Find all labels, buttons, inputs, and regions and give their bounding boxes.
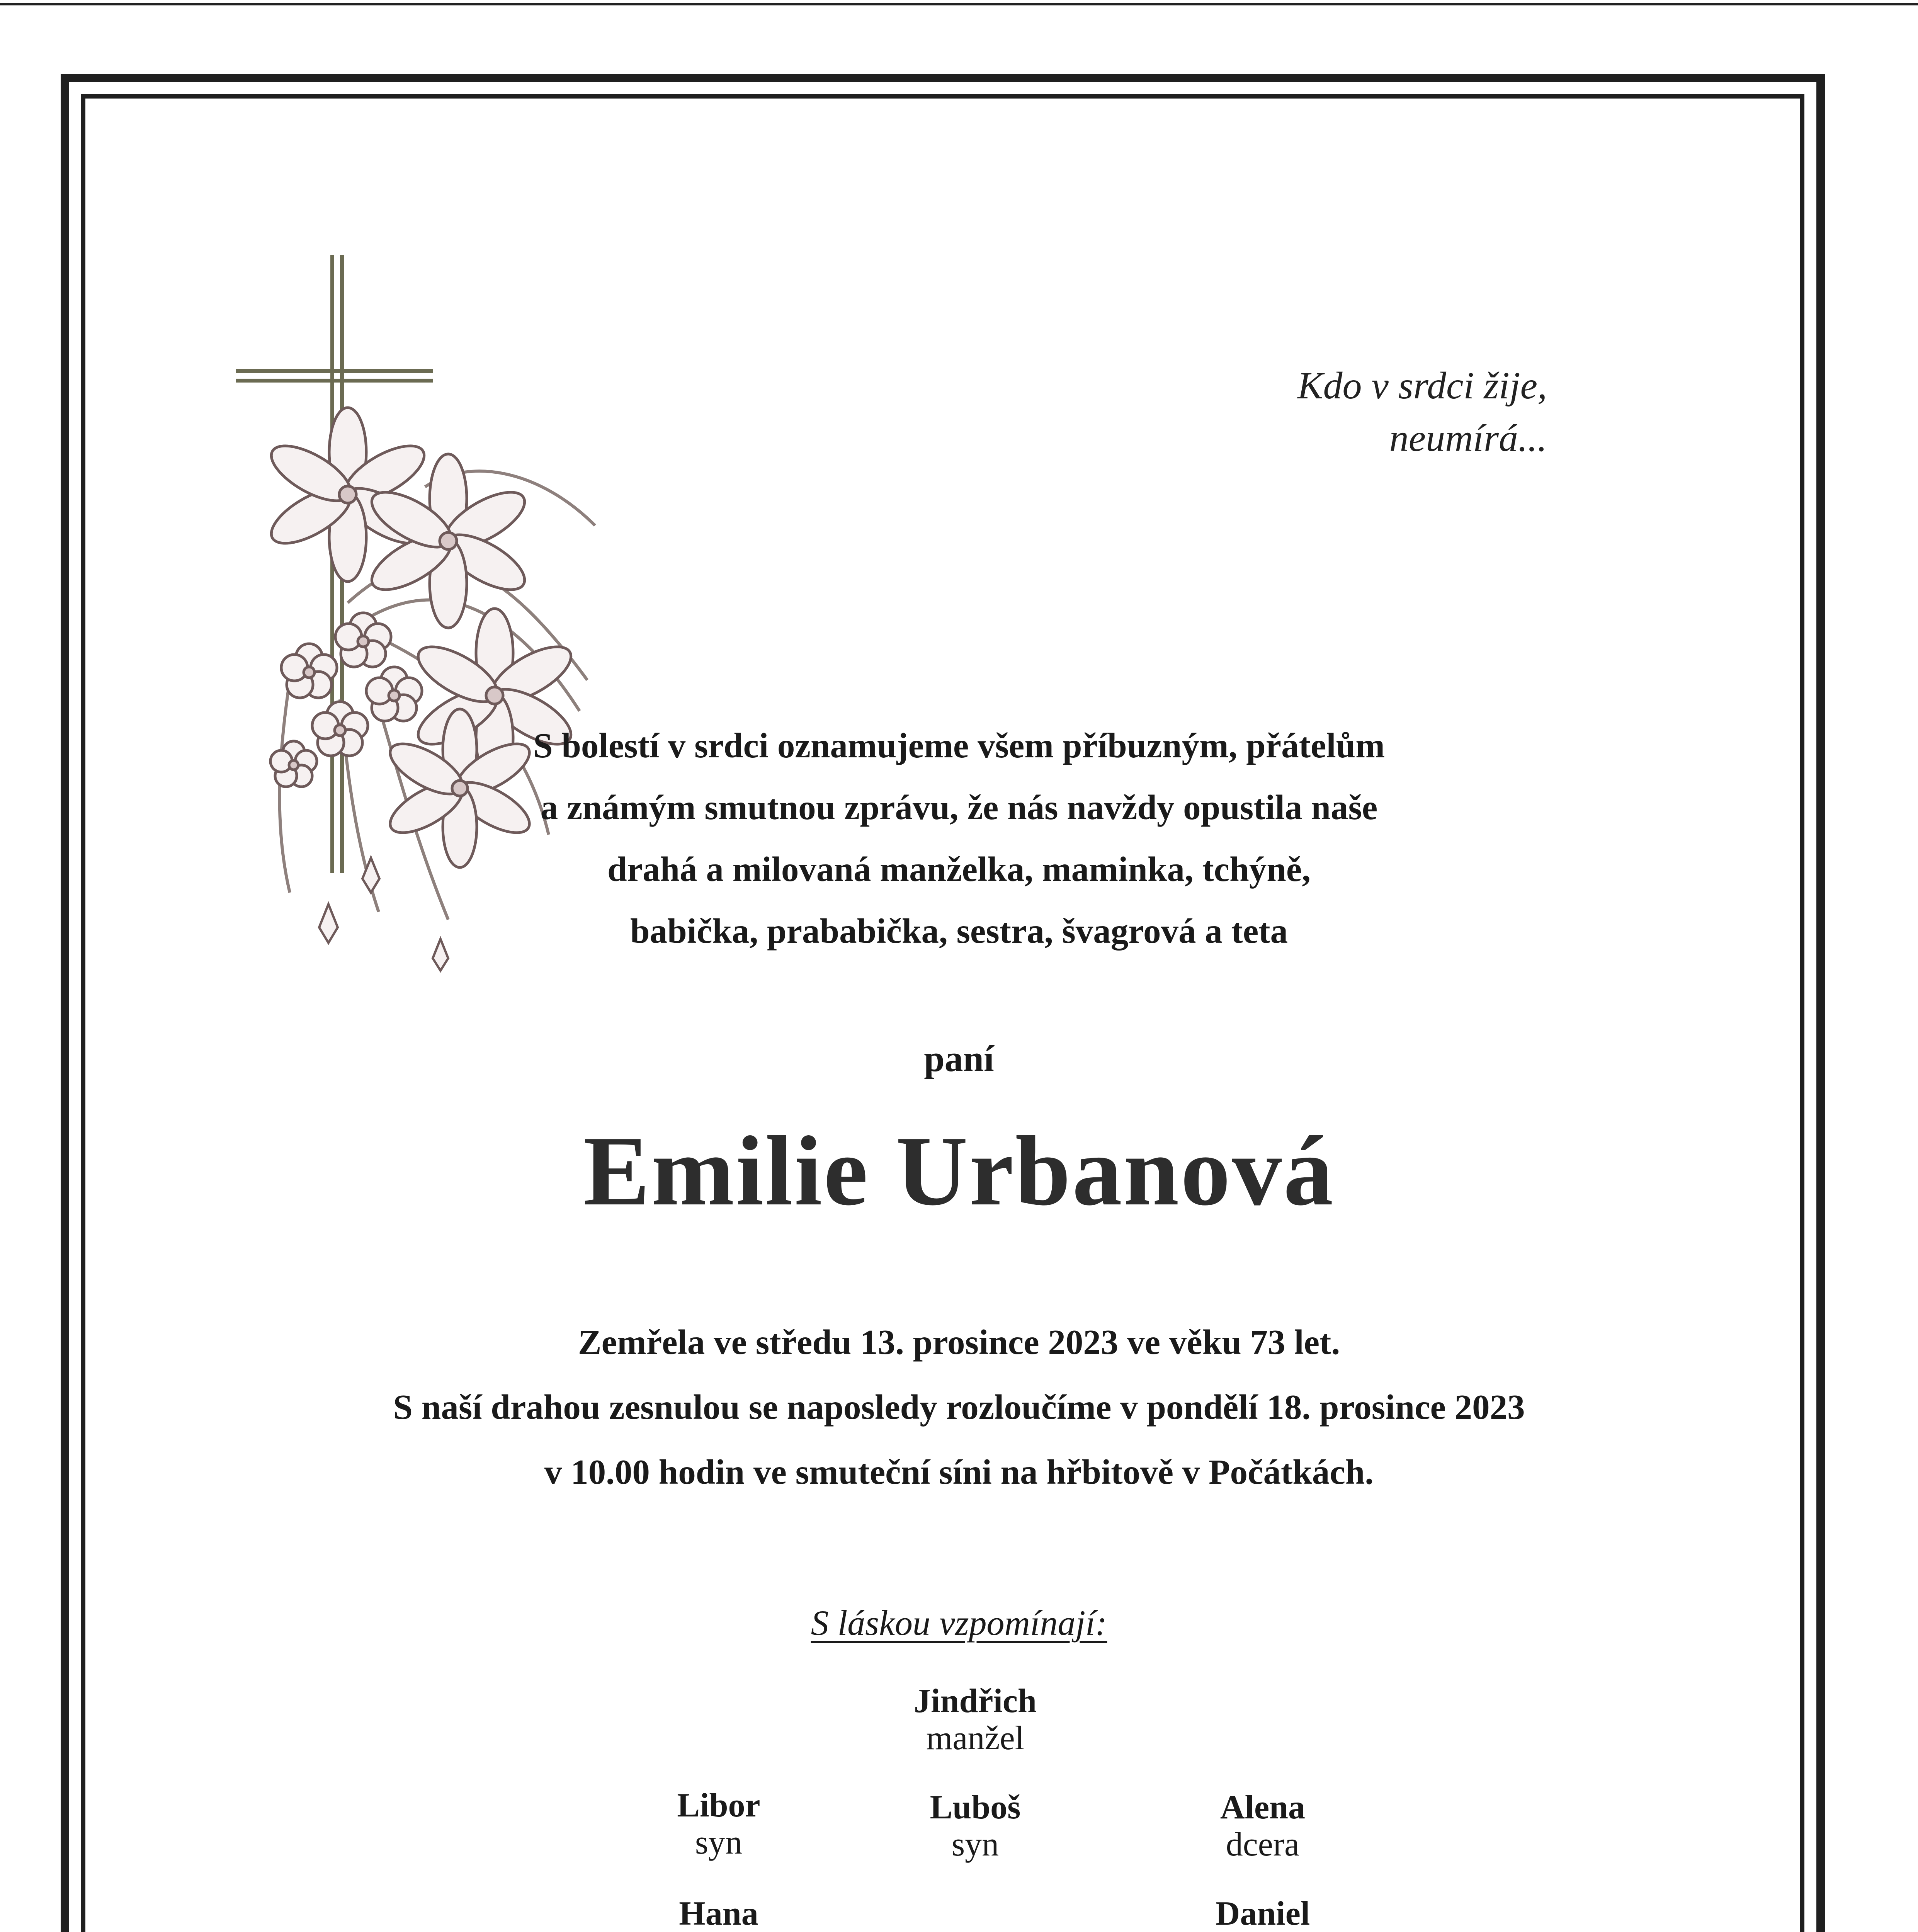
motto-line-2: neumírá... bbox=[1389, 417, 1547, 459]
top-scan-line bbox=[0, 3, 1918, 5]
announcement-line: a známým smutnou zprávu, že nás navždy opustila naše bbox=[540, 788, 1378, 827]
mourner-name: Alena bbox=[1220, 1789, 1305, 1826]
deceased-name: Emilie Urbanová bbox=[583, 1116, 1335, 1226]
details-line: S naší drahou zesnulou se naposledy rozloučíme v pondělí 18. prosince 2023 bbox=[393, 1388, 1525, 1427]
mourner-role: syn bbox=[951, 1826, 999, 1863]
motto-line-1: Kdo v srdci žije, bbox=[1297, 364, 1547, 407]
announcement-line: drahá a milovaná manželka, maminka, tchýně, bbox=[607, 850, 1311, 889]
announcement bbox=[0, 715, 1918, 962]
mourner-role: dcera bbox=[1226, 1826, 1300, 1863]
announcement-line: S bolestí v srdci oznamujeme všem příbuzným, přátelům bbox=[533, 726, 1385, 765]
motto bbox=[1083, 359, 1547, 464]
mourner-daniel bbox=[992, 1895, 1533, 1932]
mourner-name: Daniel bbox=[1215, 1895, 1310, 1932]
mourner-alena bbox=[992, 1789, 1533, 1863]
funeral-details bbox=[0, 1310, 1918, 1505]
mourner-name: Jindřich bbox=[914, 1682, 1037, 1720]
mourner-jindrich bbox=[705, 1683, 1246, 1757]
mourner-role: syn bbox=[695, 1824, 743, 1861]
mourners-heading bbox=[0, 1600, 1918, 1646]
mourner-hana bbox=[448, 1895, 989, 1932]
mourner-name: Hana bbox=[679, 1895, 758, 1932]
mourner-role: manžel bbox=[926, 1719, 1025, 1757]
mourner-name: Luboš bbox=[930, 1789, 1021, 1826]
details-line: Zemřela ve středu 13. prosince 2023 ve věku 73 let. bbox=[578, 1323, 1340, 1362]
announcement-line: babička, prababička, sestra, švagrová a teta bbox=[630, 912, 1288, 951]
mourners-heading-text: S láskou vzpomínají: bbox=[811, 1603, 1107, 1643]
details-line: v 10.00 hodin ve smuteční síni na hřbitově v Počátkách. bbox=[544, 1452, 1374, 1492]
deceased-title: paní bbox=[924, 1038, 994, 1079]
mourner-name: Libor bbox=[677, 1787, 760, 1824]
